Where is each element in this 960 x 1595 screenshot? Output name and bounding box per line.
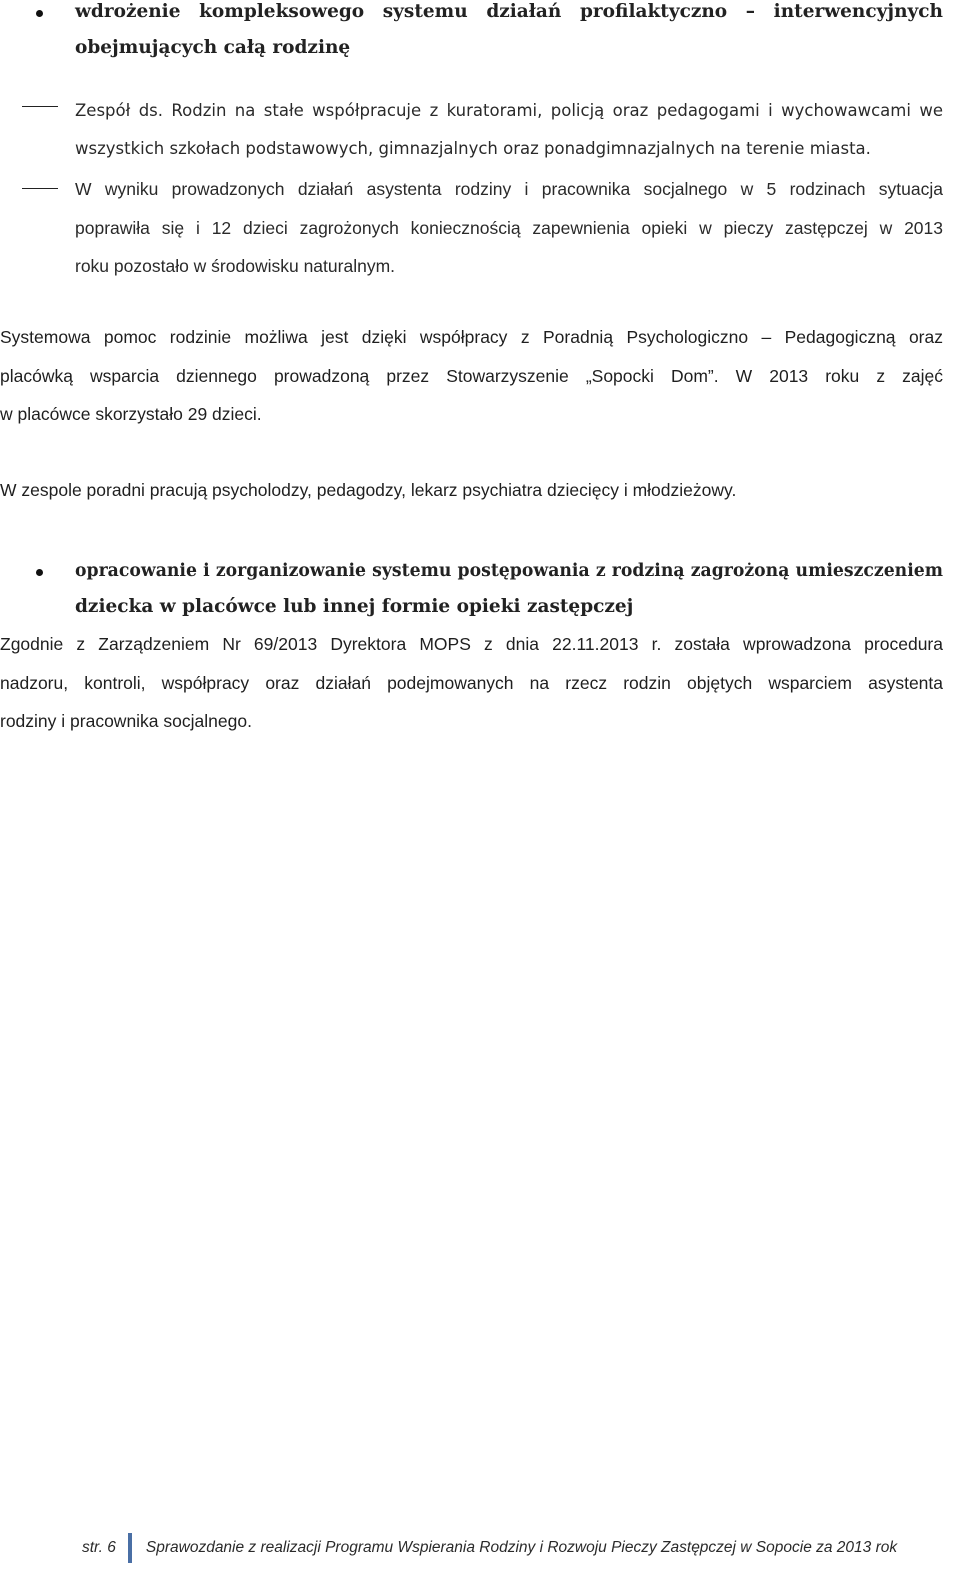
bullet-icon: [36, 569, 43, 576]
dash-item-text: [75, 170, 943, 286]
heading-line: wdrożenie kompleksowego systemu działań profilaktyczno – interwencyjnych: [75, 1, 943, 22]
text-line: wszystkich szkołach podstawowych, gimnazjalnych oraz ponadgimnazjalnych na terenie miasta.: [75, 139, 871, 158]
text-line: w placówce skorzystało 29 dzieci.: [0, 404, 262, 424]
heading-line: obejmujących całą rodzinę: [75, 37, 351, 58]
text-line: W zespole poradni pracują psycholodzy, pedagodzy, lekarz psychiatra dziecięcy i młodzieżowy.: [0, 480, 737, 500]
paragraph: [0, 318, 943, 434]
text-line: roku pozostało w środowisku naturalnym.: [75, 256, 396, 276]
text-line: Zespół ds. Rodzin na stałe współpracuje z kuratorami, policją oraz pedagogami i wychowawcami we: [75, 101, 943, 120]
paragraph: [0, 625, 943, 741]
dash-icon: [22, 188, 58, 189]
section-heading: [75, 0, 943, 66]
section-heading: [75, 553, 943, 625]
text-line: placówką wsparcia dziennego prowadzoną przez Stowarzyszenie „Sopocki Dom”. W 2013 roku z zajęć: [0, 365, 943, 386]
text-line: Systemowa pomoc rodzinie możliwa jest dzięki współpracy z Poradnią Psychologiczno – Pedagogiczną oraz: [0, 327, 943, 347]
dash-item-text: [75, 92, 943, 168]
paragraph: [0, 471, 943, 510]
text-line: rodziny i pracownika socjalnego.: [0, 711, 252, 731]
heading-line: dziecka w placówce lub innej formie opieki zastępczej: [75, 596, 634, 617]
footer-title: Sprawozdanie z realizacji Programu Wspierania Rodziny i Rozwoju Pieczy Zastępczej w Sopocie za 2013 rok: [145, 1539, 898, 1556]
bullet-icon: [36, 10, 43, 17]
text-line: poprawiła się i 12 dzieci zagrożonych koniecznością zapewnienia opieki w pieczy zastępczej w 2013: [75, 217, 943, 238]
heading-line: opracowanie i zorganizowanie systemu postępowania z rodziną zagrożoną umieszczeniem: [75, 561, 943, 581]
text-line: Zgodnie z Zarządzeniem Nr 69/2013 Dyrektora MOPS z dnia 22.11.2013 r. została wprowadzona procedura: [0, 634, 943, 654]
text-line: nadzoru, kontroli, współpracy oraz działań podejmowanych na rzecz rodzin objętych wsparciem asystenta: [0, 672, 943, 693]
page-number: str. 6: [82, 1539, 116, 1556]
dash-icon: [22, 106, 58, 107]
text-line: W wyniku prowadzonych działań asystenta rodziny i pracownika socjalnego w 5 rodzinach sytuacja: [75, 179, 943, 199]
footer-divider: [128, 1533, 132, 1563]
page-footer: [82, 1533, 897, 1563]
